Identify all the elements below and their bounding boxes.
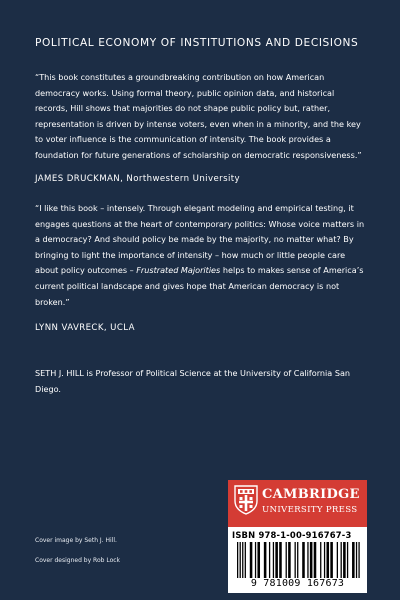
barcode-bar: [279, 542, 282, 578]
barcode-bar: [337, 542, 338, 578]
isbn-label: ISBN 978-1-00-916767-3: [232, 530, 352, 540]
attribution-affiliation: , UCLA: [103, 323, 135, 333]
barcode-bar: [310, 542, 313, 578]
barcode-bar: [314, 542, 317, 578]
attribution-name: JAMES DRUCKMAN: [35, 174, 121, 184]
barcode-bar: [341, 542, 342, 578]
barcode-bar: [352, 542, 355, 578]
barcode-bar: [343, 542, 346, 578]
ean-digits: 9 781009 167673: [250, 578, 345, 589]
barcode-bar: [297, 542, 298, 578]
barcode-bar: [269, 542, 270, 578]
book-title-italic: Frustrated Majorities: [136, 265, 221, 276]
barcode-bar: [240, 542, 241, 578]
author-bio: [35, 365, 369, 397]
barcode-bar: [326, 542, 329, 578]
attribution-name: LYNN VAVRECK: [35, 323, 104, 333]
series-title: POLITICAL ECONOMY OF INSTITUTIONS AND DECISIONS: [35, 37, 359, 49]
quote-vavreck: [35, 201, 369, 310]
barcode-bar: [302, 542, 305, 578]
quote-attribution-druckman: [35, 174, 240, 184]
cover-image-credit: Cover image by Seth J. Hill.: [35, 537, 117, 544]
barcode-bar: [358, 542, 359, 578]
publisher-subtitle: UNIVERSITY PRESS: [262, 505, 358, 515]
barcode-bar: [237, 542, 238, 578]
cambridge-shield-icon: [234, 485, 258, 515]
barcode-bar: [288, 542, 291, 578]
barcode-bar: [250, 542, 253, 578]
barcode-bar: [307, 542, 308, 578]
author-bio-text: is Professor of Political Science at the University of California San Diego.: [35, 368, 351, 394]
quote-druckman: “This book constitutes a groundbreaking contribution on how American democracy works. Using formal theory, public opinion data, and historical records, Hill shows that majorities do not shape public policy but, rather, representation is driven by intense voters, even when in a minority, and the key to voter influence is the communication of intensity. The book provides a foundation for future generations of scholarship on democratic responsiveness.”: [35, 72, 362, 160]
barcode-bar: [255, 542, 256, 578]
barcode-bar: [264, 542, 267, 578]
author-name: SETH J. HILL: [35, 368, 84, 378]
barcode-bar: [286, 542, 287, 578]
isbn-barcode-box: [228, 527, 367, 593]
barcode-bars: [237, 542, 361, 578]
barcode-bar: [245, 542, 246, 578]
barcode-bar: [257, 542, 260, 578]
barcode-bar: [242, 542, 243, 578]
publisher-logo: [228, 480, 367, 527]
barcode-bar: [356, 542, 357, 578]
quote-attribution-vavreck: [35, 323, 135, 333]
publisher-name: CAMBRIDGE: [262, 487, 360, 502]
barcode-bar: [273, 542, 274, 578]
attribution-affiliation: , Northwestern University: [120, 174, 241, 184]
barcode-bar: [324, 542, 325, 578]
barcode-bar: [330, 542, 333, 578]
barcode-bar: [320, 542, 321, 578]
barcode-bar: [275, 542, 278, 578]
cover-design-credit: Cover designed by Rob Lock: [35, 557, 121, 564]
barcode-bar: [295, 542, 296, 578]
barcode-bar: [347, 542, 348, 578]
quote-text-part2: helps to makes sense of America’s current political landscape and gives hope that American democracy is not broken.”: [35, 265, 364, 307]
quote-text-part1: “I like this book – intensely. Through elegant modeling and empirical testing, it engages questions at the heart of contemporary politics: Whose voice matters in a democracy? And should policy be made by the majority, no matter what? By bringing to light the importance of intensity – how much or little people care about policy outcomes –: [35, 203, 365, 276]
